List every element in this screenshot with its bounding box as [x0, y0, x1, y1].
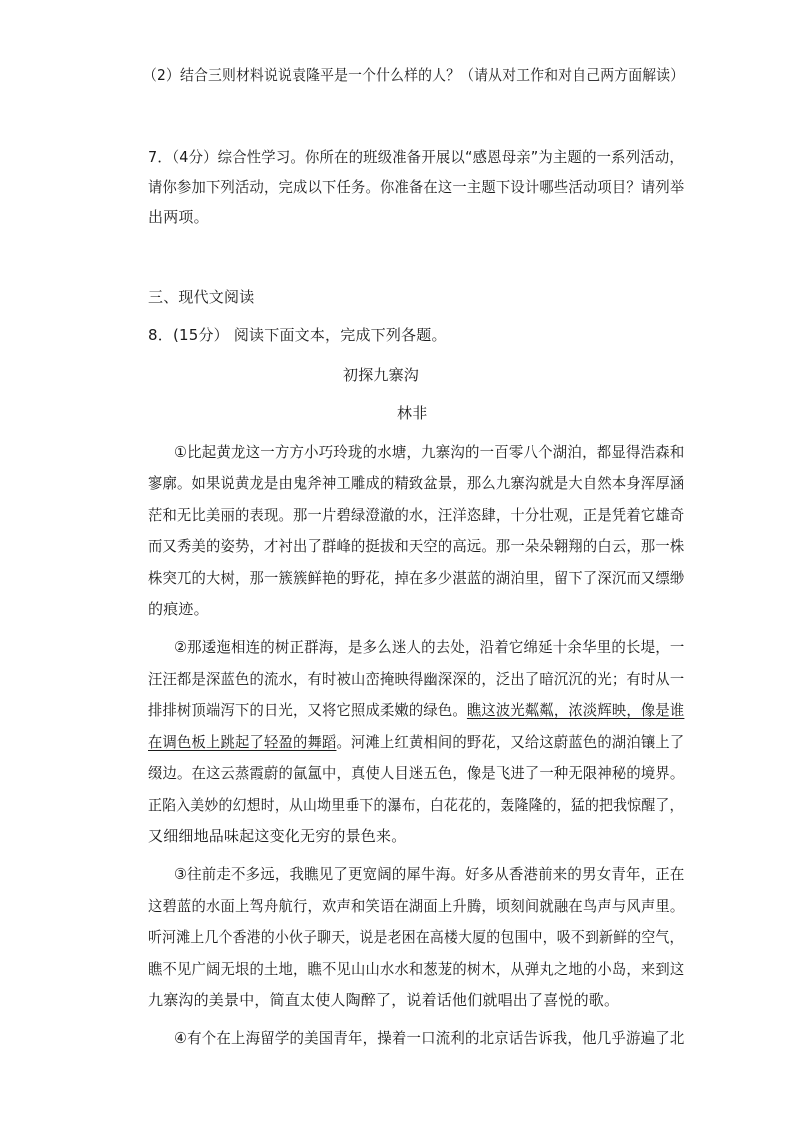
- paragraph-2-line-5: 缀边。在这云蒸霞蔚的氤氲中，真使人目迷五色，像是飞进了一种无限神秘的境界。: [148, 764, 685, 782]
- underlined-sentence-part-2: 在调色板上跳起了轻盈的舞蹈: [148, 733, 337, 751]
- section-3-heading: 三、现代文阅读: [148, 288, 255, 306]
- paragraph-4-line-1: ④有个在上海留学的美国青年，操着一口流利的北京话告诉我，他几乎游遍了北: [174, 1029, 685, 1047]
- paragraph-3-line-3: 听河滩上几个香港的小伙子聊天，说是老困在高楼大厦的包围中，吸不到新鲜的空气，: [148, 928, 684, 946]
- paragraph-2-line-3-plain: 排排树顶端泻下的日光，又将它照成柔嫩的绿色。: [148, 701, 467, 719]
- question-7-line-2: 请你参加下列活动，完成以下任务。你准备在这一主题下设计哪些活动项目？请列举: [148, 178, 685, 196]
- paragraph-3-line-5: 九寨沟的美景中，简直太使人陶醉了，说着话他们就唱出了喜悦的歌。: [148, 991, 620, 1009]
- paragraph-2-line-3: [148, 700, 684, 720]
- question-8-intro: 8．(15分） 阅读下面文本，完成下列各题。: [148, 326, 447, 344]
- paragraph-3-line-4: 瞧不见广阔无垠的土地，瞧不见山山水水和葱茏的树木，从弹丸之地的小岛，来到这: [148, 960, 685, 978]
- paragraph-1-line-5: 株突兀的大树，那一簇簇鲜艳的野花，掉在多少湛蓝的湖泊里，留下了深沉而又缥缈: [148, 569, 685, 587]
- paragraph-1-line-2: 寥廓。如果说黄龙是由鬼斧神工雕成的精致盆景，那么九寨沟就是大自然本身浑厚涵: [148, 474, 685, 492]
- paragraph-2-line-6: 正陷入美妙的幻想时，从山坳里垂下的瀑布，白花花的，轰隆隆的，猛的把我惊醒了，: [148, 796, 684, 814]
- question-6-part-2: （2）结合三则材料说说袁隆平是一个什么样的人？（请从对工作和对自己两方面解读）: [143, 66, 685, 84]
- paragraph-3-line-1: ③往前走不多远，我瞧见了更宽阔的犀牛海。好多从香港前来的男女青年，正在: [174, 865, 685, 883]
- paragraph-2-line-7: 又细细地品味起这变化无穷的景色来。: [148, 827, 407, 845]
- paragraph-2-line-2: 汪汪都是深蓝色的流水，有时被山峦掩映得幽深深的，泛出了暗沉沉的光；有时从一: [148, 670, 685, 688]
- paragraph-1-line-3: 茫和无比美丽的表现。那一片碧绿澄澈的水，汪洋恣肆，十分壮观，正是凭着它雄奇: [148, 506, 685, 524]
- underlined-sentence-part-1: 瞧这波光粼粼，浓淡辉映，像是谁: [466, 701, 685, 719]
- paragraph-1-line-4: 而又秀美的姿势，才衬出了群峰的挺拔和天空的高远。那一朵朵翱翔的白云，那一株: [148, 537, 685, 555]
- question-7-line-1: 7．（4分）综合性学习。你所在的班级准备开展以“感恩母亲”为主题的一系列活动，: [148, 148, 684, 166]
- paragraph-2-line-1: ②那逶迤相连的树正群海，是多么迷人的去处，沿着它绵延十余华里的长堤，一: [174, 638, 685, 656]
- article-title: 初探九寨沟: [343, 366, 420, 384]
- article-author: 林非: [397, 404, 428, 422]
- question-7-line-3: 出两项。: [148, 208, 209, 226]
- paragraph-3-line-2: 这碧蓝的水面上驾舟航行，欢声和笑语在湖面上升腾，顷刻间就融在鸟声与风声里。: [148, 897, 685, 915]
- paragraph-1-line-6: 的痕迹。: [148, 600, 209, 618]
- paragraph-2-line-4: [148, 732, 684, 752]
- paragraph-1-line-1: ①比起黄龙这一方方小巧玲珑的水塘，九寨沟的一百零八个湖泊，都显得浩森和: [174, 443, 685, 461]
- paragraph-2-line-4-plain: 。河滩上红黄相间的野花，又给这蔚蓝色的湖泊镶上了: [336, 733, 685, 751]
